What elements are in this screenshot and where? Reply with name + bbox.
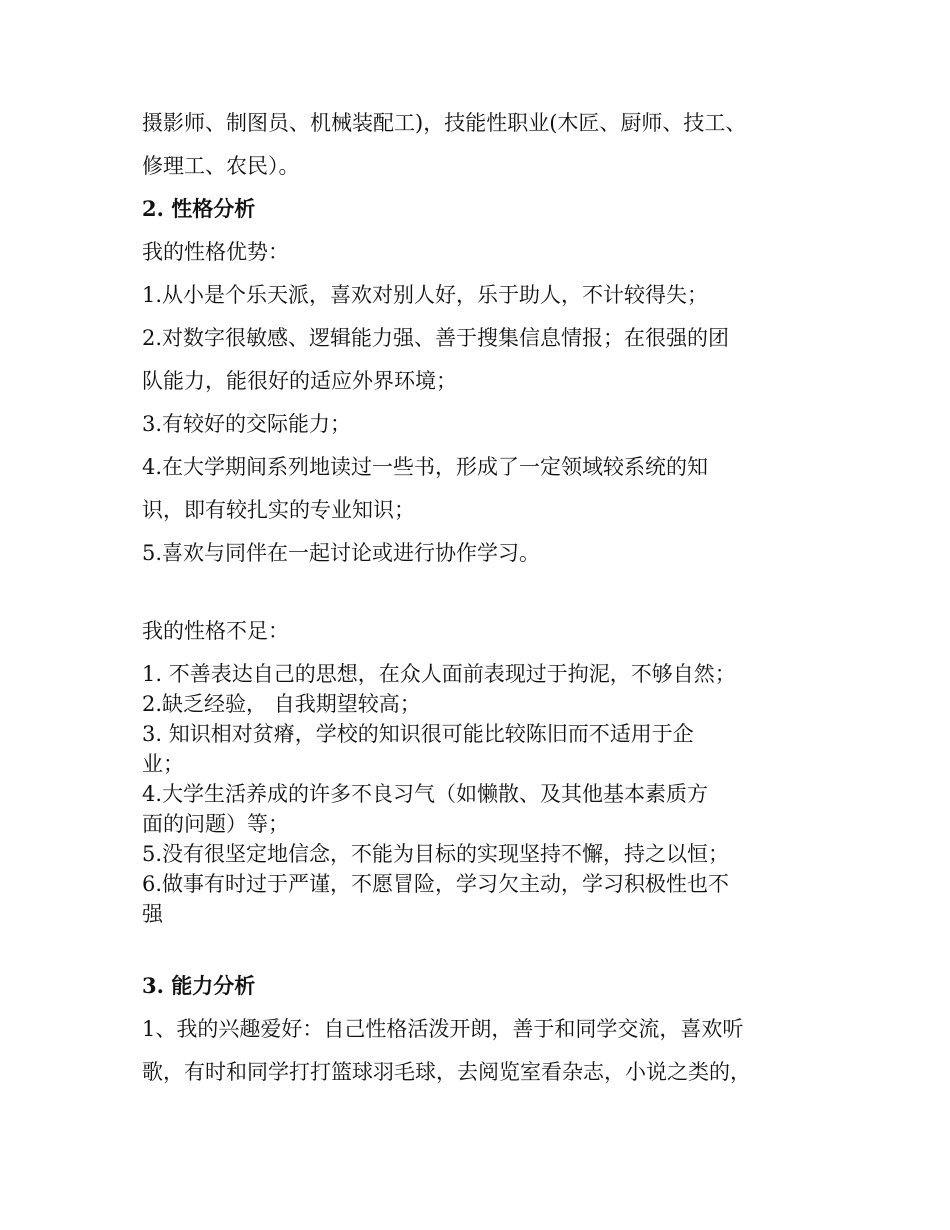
ability-line: 1、我的兴趣爱好：自己性格活泼开朗，善于和同学交流，喜欢听 xyxy=(142,1017,744,1041)
intro-line-2: 修理工、农民）。 xyxy=(142,154,300,178)
strength-item: 4.在大学期间系列地读过一些书，形成了一定领域较系统的知 xyxy=(142,455,709,479)
strength-item: 5.喜欢与同伴在一起讨论或进行协作学习。 xyxy=(142,541,541,565)
blank-line xyxy=(142,929,822,971)
weakness-item: 5.没有很坚定地信念，不能为目标的实现坚持不懈，持之以恒； xyxy=(142,842,730,866)
weakness-item: 强 xyxy=(142,902,163,926)
weakness-item: 6.做事有时过于严谨，不愿冒险，学习欠主动，学习积极性也不 xyxy=(142,872,730,896)
document-page xyxy=(142,108,822,1100)
weakness-item: 2.缺乏经验， 自我期望较高； xyxy=(142,692,421,716)
section-2-heading: 2. 性格分析 xyxy=(142,196,256,221)
weakness-item: 面的问题）等； xyxy=(142,812,289,836)
weakness-item: 4.大学生活养成的许多不良习气（如懒散、及其他基本素质方 xyxy=(142,782,709,806)
weaknesses-title: 我的性格不足： xyxy=(142,619,289,643)
weakness-item: 1. 不善表达自己的思想，在众人面前表现过于拘泥，不够自然； xyxy=(142,662,736,686)
strength-item: 队能力，能很好的适应外界环境； xyxy=(142,369,457,393)
strength-item: 识，即有较扎实的专业知识； xyxy=(142,498,415,522)
strength-item: 3.有较好的交际能力； xyxy=(142,412,352,436)
strength-item: 2.对数字很敏感、逻辑能力强、善于搜集信息情报；在很强的团 xyxy=(142,326,730,350)
blank-line xyxy=(142,581,822,616)
intro-line-1: 摄影师、制图员、机械装配工)，技能性职业(木匠、厨师、技工、 xyxy=(142,111,747,135)
weakness-item: 3. 知识相对贫瘠，学校的知识很可能比较陈旧而不适用于企 xyxy=(142,722,694,746)
ability-line: 歌，有时和同学打打篮球羽毛球，去阅览室看杂志，小说之类的， xyxy=(142,1060,751,1084)
weakness-item: 业； xyxy=(142,752,184,776)
strengths-title: 我的性格优势： xyxy=(142,240,289,264)
strength-item: 1.从小是个乐天派，喜欢对别人好，乐于助人，不计较得失； xyxy=(142,283,709,307)
section-3-heading: 3. 能力分析 xyxy=(142,973,256,998)
